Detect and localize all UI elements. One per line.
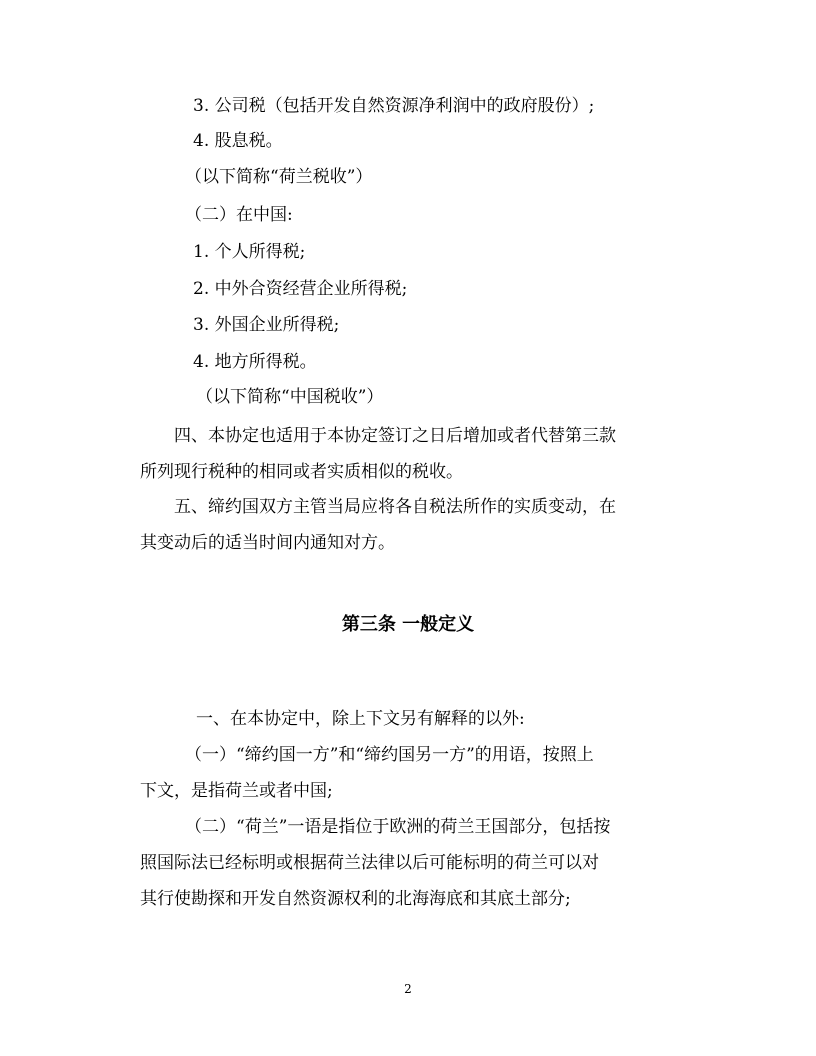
paragraph-line: 一、在本协定中，除上下文另有解释的以外: (196, 709, 525, 729)
paragraph-line: 四、本协定也适用于本协定签订之日后增加或者代替第三款 (174, 426, 616, 446)
list-item: 3. 外国企业所得税; (193, 315, 340, 335)
list-item: 3. 公司税（包括开发自然资源净利润中的政府股份）; (193, 96, 595, 116)
paragraph-line: 其行使勘探和开发自然资源权利的北海海底和其底土部分; (140, 889, 571, 909)
page-number: 2 (404, 982, 412, 996)
paragraph-line: 照国际法已经标明或根据荷兰法律以后可能标明的荷兰可以对 (140, 853, 599, 873)
paragraph-line: 所列现行税种的相同或者实质相似的税收。 (140, 462, 463, 482)
paragraph-line: 其变动后的适当时间内通知对方。 (140, 533, 395, 553)
list-item: （以下简称“中国税收”） (196, 387, 384, 407)
list-item: 2. 中外合资经营企业所得税; (193, 279, 408, 299)
section-label: （二）在中国: (185, 205, 293, 225)
list-item: （以下简称“荷兰税收”） (185, 167, 373, 187)
list-item: 4. 股息税。 (193, 131, 283, 151)
paragraph-line: 下文，是指荷兰或者中国; (140, 781, 333, 801)
paragraph-line: （一）“缔约国一方”和“缔约国另一方”的用语，按照上 (185, 745, 594, 765)
list-item: 1. 个人所得税; (193, 242, 306, 262)
paragraph-line: （二）“荷兰”一语是指位于欧洲的荷兰王国部分，包括按 (185, 817, 611, 837)
list-item: 4. 地方所得税。 (193, 352, 317, 372)
article-heading: 第三条 一般定义 (341, 614, 475, 635)
paragraph-line: 五、缔约国双方主管当局应将各自税法所作的实质变动，在 (174, 497, 616, 517)
